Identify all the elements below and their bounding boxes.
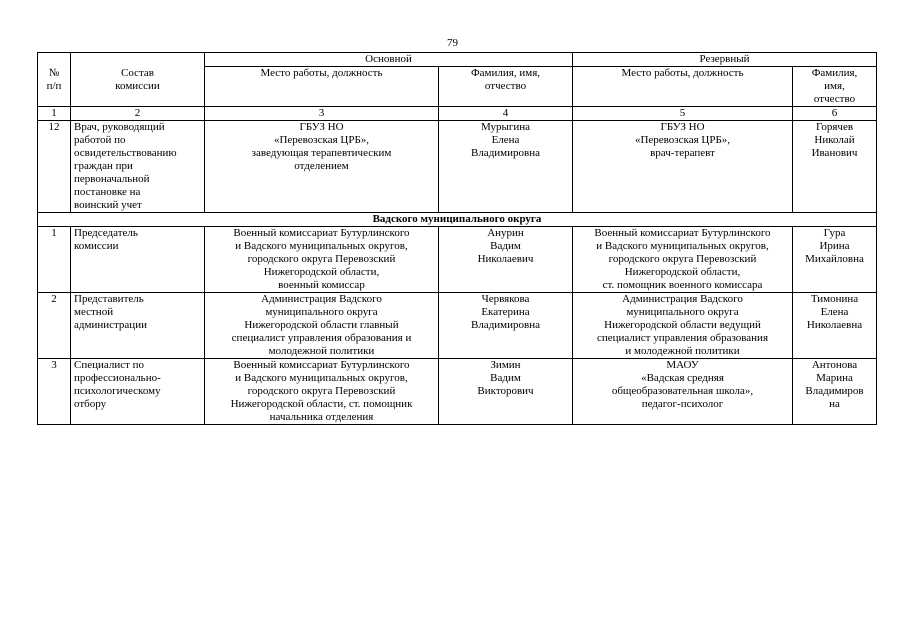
column-number-row [38, 107, 877, 121]
column-number: 4 [439, 107, 573, 121]
member-role: Председатель комиссии [71, 227, 205, 293]
column-number: 2 [71, 107, 205, 121]
header-row-groups [38, 53, 877, 67]
header-main-group: Основной [205, 53, 573, 67]
column-number: 5 [573, 107, 793, 121]
main-workplace: Военный комиссариат Бутурлинского и Вадского муниципальных округов, городского округа Перевозский Нижегородской области, военный комиссар [205, 227, 439, 293]
reserve-person-name: Гура Ирина Михайловна [793, 227, 877, 293]
main-workplace: Администрация Вадского муниципального округа Нижегородской области главный специалист управления образования и молодежной политики [205, 293, 439, 359]
header-reserve-workplace: Место работы, должность [573, 67, 793, 107]
reserve-workplace: Администрация Вадского муниципального округа Нижегородской области ведущий специалист управления образования и молодежной политики [573, 293, 793, 359]
main-person-name: Зимин Вадим Викторович [439, 359, 573, 425]
table-row [38, 227, 877, 293]
section-heading-row [38, 213, 877, 227]
header-main-name: Фамилия, имя, отчество [439, 67, 573, 107]
reserve-person-name: Антонова Марина Владимиров на [793, 359, 877, 425]
column-number: 3 [205, 107, 439, 121]
header-main-workplace: Место работы, должность [205, 67, 439, 107]
table-row [38, 359, 877, 425]
header-reserve-name: Фамилия, имя, отчество [793, 67, 877, 107]
main-workplace: ГБУЗ НО «Перевозская ЦРБ», заведующая терапевтическим отделением [205, 121, 439, 213]
main-person-name: Мурыгина Елена Владимировна [439, 121, 573, 213]
table-body [38, 107, 877, 425]
member-role: Представитель местной администрации [71, 293, 205, 359]
header-num: № п/п [38, 53, 71, 107]
row-number: 12 [38, 121, 71, 213]
main-workplace: Военный комиссариат Бутурлинского и Вадского муниципальных округов, городского округа Перевозский Нижегородской области, ст. помощник начальника отделения [205, 359, 439, 425]
reserve-workplace: Военный комиссариат Бутурлинского и Вадского муниципальных округов, городского округа Перевозский Нижегородской области, ст. помощник военного комиссара [573, 227, 793, 293]
section-title: Вадского муниципального округа [38, 213, 877, 227]
reserve-workplace: МАОУ «Вадская средняя общеобразовательная школа», педагог-психолог [573, 359, 793, 425]
main-person-name: Анурин Вадим Николаевич [439, 227, 573, 293]
reserve-person-name: Тимонина Елена Николаевна [793, 293, 877, 359]
reserve-workplace: ГБУЗ НО «Перевозская ЦРБ», врач-терапевт [573, 121, 793, 213]
row-number: 3 [38, 359, 71, 425]
row-number: 2 [38, 293, 71, 359]
table-row [38, 293, 877, 359]
column-number: 1 [38, 107, 71, 121]
reserve-person-name: Горячев Николай Иванович [793, 121, 877, 213]
main-person-name: Червякова Екатерина Владимировна [439, 293, 573, 359]
commission-table [37, 52, 877, 425]
member-role: Врач, руководящий работой по освидетельствованию граждан при первоначальной постановке на воинский учет [71, 121, 205, 213]
member-role: Специалист по профессионально- психологическому отбору [71, 359, 205, 425]
header-reserve-group: Резервный [573, 53, 877, 67]
page-number: 79 [447, 37, 458, 49]
column-number: 6 [793, 107, 877, 121]
row-number: 1 [38, 227, 71, 293]
table-row [38, 121, 877, 213]
header-composition: Состав комиссии [71, 53, 205, 107]
